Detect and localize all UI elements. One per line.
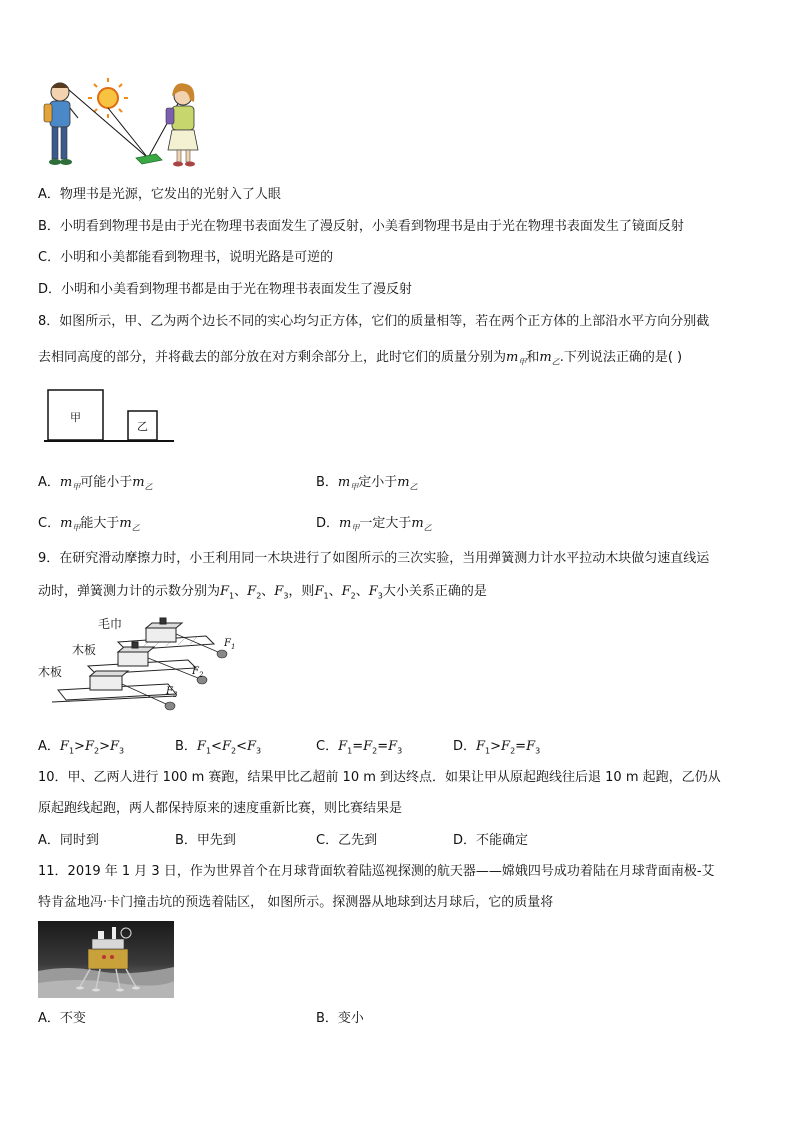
- q8-option-d[interactable]: D．$m_甲$一定大于$m_乙$: [316, 516, 432, 533]
- q7-option-c[interactable]: C．小明和小美都能看到物理书，说明光路是可逆的: [38, 250, 334, 265]
- q9-option-d[interactable]: D．$F_1>F_2=F_3$: [453, 739, 541, 756]
- q7-option-b[interactable]: B．小明看到物理书是由于光在物理书表面发生了漫反射，小美看到物理书是由于光在物理书表面发生了镜面反射: [38, 219, 684, 234]
- q9-option-b[interactable]: B．$F_1<F_2<F_3$: [175, 739, 262, 756]
- spring-scale-icon: [165, 650, 227, 710]
- q8-cube-figure: [44, 386, 179, 446]
- q8-option-c[interactable]: C．$m_甲$能大于$m_乙$: [38, 516, 140, 533]
- label-board-1: 木板: [72, 643, 97, 657]
- q10-stem-line2: 原起跑线起跑，两人都保持原来的速度重新比赛，则比赛结果是: [38, 801, 403, 816]
- f3-label: $F_3$: [166, 686, 178, 699]
- q8-stem-line1: 8．如图所示，甲、乙为两个边长不同的实心均匀正方体，它们的质量相等，若在两个正方体的上部沿水平方向分别截: [38, 314, 710, 329]
- cube-label-yi: 乙: [137, 420, 148, 433]
- q8-option-b[interactable]: B．$m_甲$定小于$m_乙$: [316, 475, 418, 492]
- q10-stem-line1: 10．甲、乙两人进行 100 m 赛跑，结果甲比乙超前 10 m 到达终点．如果让甲从原起跑线往后退 10 m 起跑，乙仍从: [38, 770, 721, 785]
- q11-option-b[interactable]: B．变小: [316, 1011, 364, 1026]
- q10-option-d[interactable]: D．不能确定: [453, 833, 529, 848]
- q9-option-a[interactable]: A．$F_1>F_2>F_3$: [38, 739, 125, 756]
- cube-label-jia: 甲: [70, 411, 81, 424]
- q9-friction-figure: [38, 614, 248, 724]
- q9-stem-line2: 动时，弹簧测力计的示数分别为$F_1$、$F_2$、$F_3$，则$F_1$、$F_2$、$F_3$大小关系正确的是: [38, 584, 487, 601]
- label-board-2: 木板: [38, 665, 63, 679]
- f2-label: $F_2$: [192, 666, 204, 679]
- q8-option-a[interactable]: A．$m_甲$可能小于$m_乙$: [38, 475, 153, 492]
- q10-option-c[interactable]: C．乙先到: [316, 833, 378, 848]
- q7-option-a[interactable]: A．物理书是光源，它发出的光射入了人眼: [38, 187, 281, 202]
- q9-option-c[interactable]: C．$F_1=F_2=F_3$: [316, 739, 403, 756]
- q7-figure: [38, 78, 213, 178]
- q11-stem-line1: 11．2019 年 1 月 3 日，作为世界首个在月球背面软着陆巡视探测的航天器——嫦娥四号成功着陆在月球背面南极-艾: [38, 864, 715, 879]
- label-towel: 毛巾: [98, 617, 123, 631]
- lunar-lander-photo: [38, 921, 174, 998]
- boy-figure: [44, 83, 78, 165]
- q11-option-a[interactable]: A．不变: [38, 1011, 86, 1026]
- q7-option-d[interactable]: D．小明和小美看到物理书都是由于光在物理书表面发生了漫反射: [38, 282, 413, 297]
- q10-option-b[interactable]: B．甲先到: [175, 833, 236, 848]
- m-jia-symbol: $m_甲$: [506, 350, 527, 367]
- girl-figure: [166, 83, 198, 166]
- q9-stem-line1: 9．在研究滑动摩擦力时，小王利用同一木块进行了如图所示的三次实验，当用弹簧测力计水平拉动木块做匀速直线运: [38, 551, 710, 566]
- f1-label: $F_1$: [224, 638, 236, 651]
- q10-option-a[interactable]: A．同时到: [38, 833, 99, 848]
- m-yi-symbol: $m_乙$: [539, 350, 560, 367]
- q8-stem-line2: 去相同高度的部分，并将截去的部分放在对方剩余部分上，此时它们的质量分别为$m_甲$和$m_乙$.下列说法正确的是( ): [38, 350, 683, 367]
- book-icon: [136, 154, 162, 164]
- q11-stem-line2: 特肯盆地冯·卡门撞击坑的预选着陆区， 如图所示。探测器从地球到达月球后，它的质量将: [38, 895, 554, 910]
